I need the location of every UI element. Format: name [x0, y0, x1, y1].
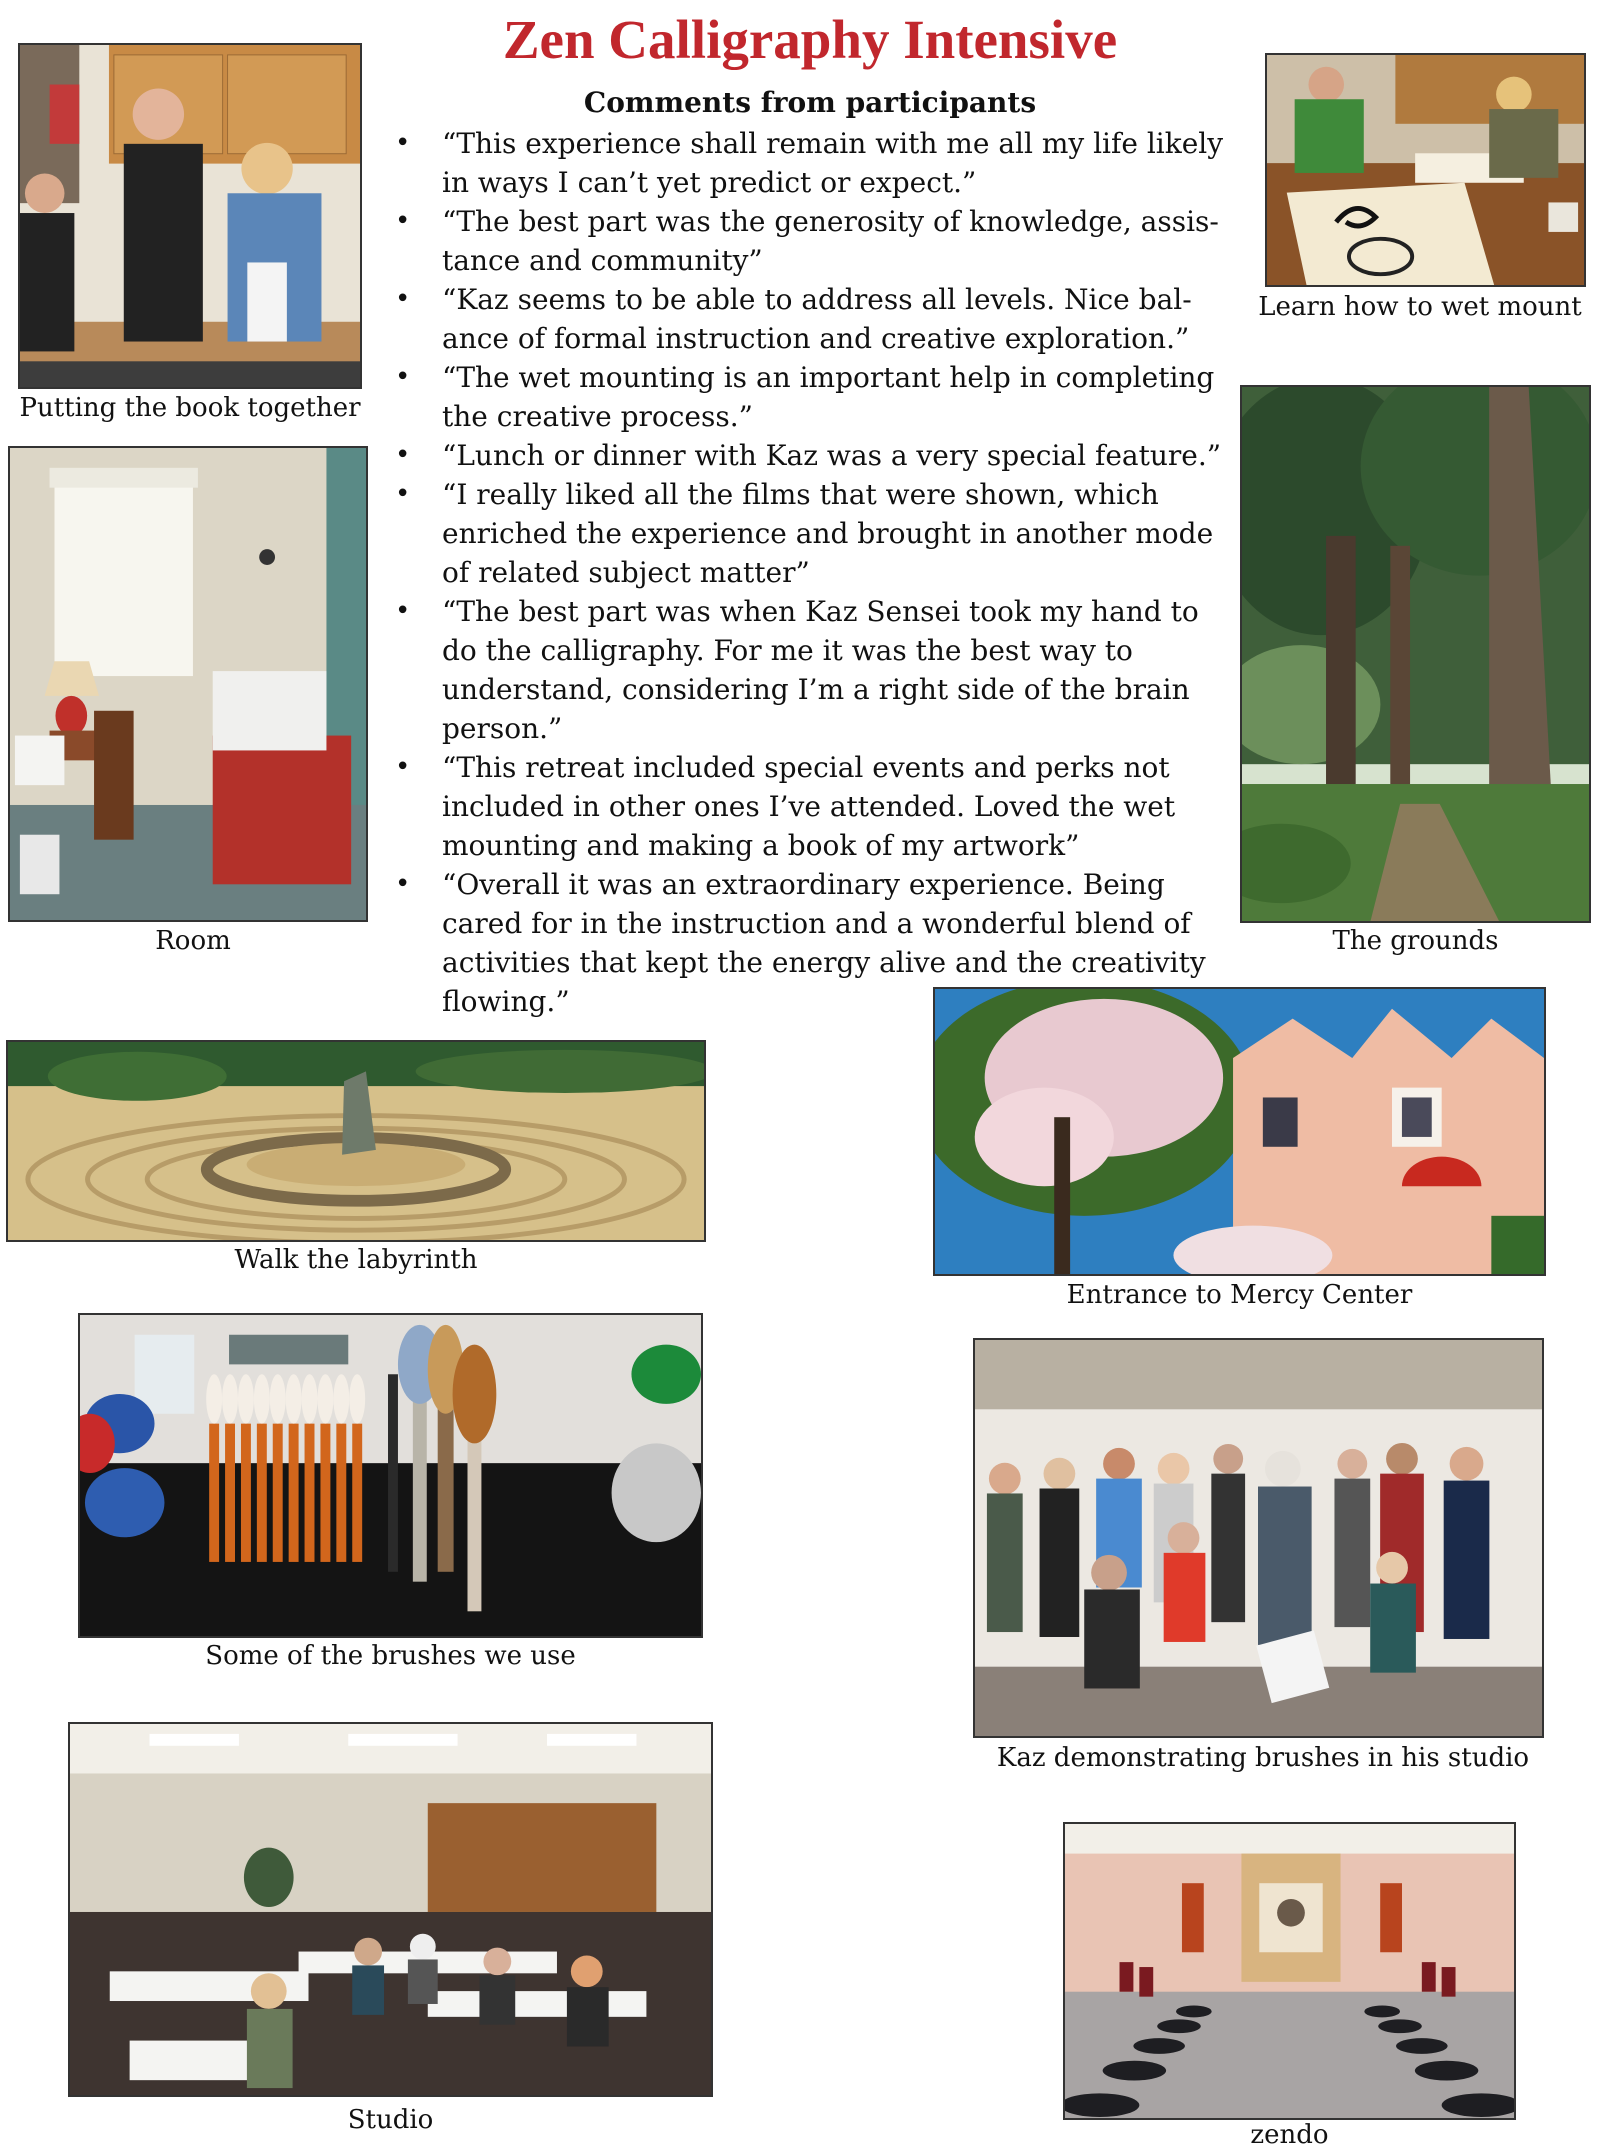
- caption-kaz-studio: Kaz demonstrating brushes in his studio: [996, 1743, 1530, 1773]
- kaz-studio-photo: [973, 1338, 1544, 1738]
- comment-text: “This experience shall remain with me all my life likely in ways I can’t yet predict or expect.”: [442, 127, 1224, 199]
- book-assembly-photo: [18, 43, 362, 389]
- brushes-photo: [78, 1313, 703, 1638]
- comment-text: “The best part was the generosity of knowledge, assis-tance and community”: [442, 205, 1219, 277]
- caption-labyrinth: Walk the labyrinth: [234, 1245, 478, 1275]
- caption-book: Putting the book together: [19, 393, 361, 423]
- comment-text: “I really liked all the films that were shown, which enriched the experience and brought in another mode of related subject matter”: [442, 478, 1214, 589]
- grounds-photo: [1240, 385, 1591, 923]
- comment-item: • “The best part was when Kaz Sensei took my hand to do the calligraphy. For me it was the best way to understand, considering I’m a right side of the brain person.”: [395, 595, 1199, 745]
- comment-text: “Lunch or dinner with Kaz was a very special feature.”: [442, 439, 1222, 472]
- comment-item: • “Kaz seems to be able to address all levels. Nice bal-ance of formal instruction and creative exploration.”: [395, 283, 1192, 355]
- zendo-photo: [1063, 1822, 1516, 2120]
- comment-text: “The best part was when Kaz Sensei took my hand to do the calligraphy. For me it was the best way to understand, considering I’m a right side of the brain person.”: [442, 595, 1199, 745]
- caption-wet-mount: Learn how to wet mount: [1258, 292, 1582, 322]
- page-title: Zen Calligraphy Intensive: [502, 9, 1118, 70]
- comment-item: • “This retreat included special events and perks not included in other ones I’ve attended. Loved the wet mounting and making a book of my artwork”: [395, 751, 1176, 862]
- comment-text: “Kaz seems to be able to address all levels. Nice bal-ance of formal instruction and creative exploration.”: [442, 283, 1192, 355]
- caption-grounds: The grounds: [1332, 926, 1499, 956]
- comment-text: “This retreat included special events and perks not included in other ones I’ve attended. Loved the wet mounting and making a book of my artwork”: [442, 751, 1176, 862]
- caption-brushes: Some of the brushes we use: [205, 1641, 576, 1671]
- comment-item: • “This experience shall remain with me all my life likely in ways I can’t yet predict or expect.”: [395, 127, 1224, 199]
- caption-studio: Studio: [347, 2105, 434, 2135]
- wet-mount-photo: [1265, 53, 1586, 287]
- entrance-photo: [933, 987, 1546, 1276]
- comments-heading: Comments from participants: [583, 86, 1037, 119]
- room-photo: [8, 446, 368, 922]
- studio-photo: [68, 1722, 713, 2097]
- comment-item: • “Lunch or dinner with Kaz was a very special feature.”: [395, 439, 1222, 472]
- caption-entrance: Entrance to Mercy Center: [1066, 1280, 1413, 1310]
- labyrinth-photo: [6, 1040, 706, 1242]
- comment-item: • “Overall it was an extraordinary experience. Being cared for in the instruction and a wonderful blend of activities that kept the energy alive and the creativity flowing.”: [395, 868, 1206, 1018]
- comments-list: [395, 124, 1240, 1021]
- comment-item: • “The wet mounting is an important help in completing the creative process.”: [395, 361, 1215, 433]
- caption-room: Room: [155, 926, 231, 956]
- comment-item: • “The best part was the generosity of knowledge, assis-tance and community”: [395, 205, 1219, 277]
- comment-item: • “I really liked all the films that were shown, which enriched the experience and brought in another mode of related subject matter”: [395, 478, 1214, 589]
- comment-text: “Overall it was an extraordinary experience. Being cared for in the instruction and a wonderful blend of activities that kept the energy alive and the creativity flowing.”: [442, 868, 1206, 1018]
- comment-text: “The wet mounting is an important help in completing the creative process.”: [442, 361, 1215, 433]
- caption-zendo: zendo: [1250, 2120, 1329, 2150]
